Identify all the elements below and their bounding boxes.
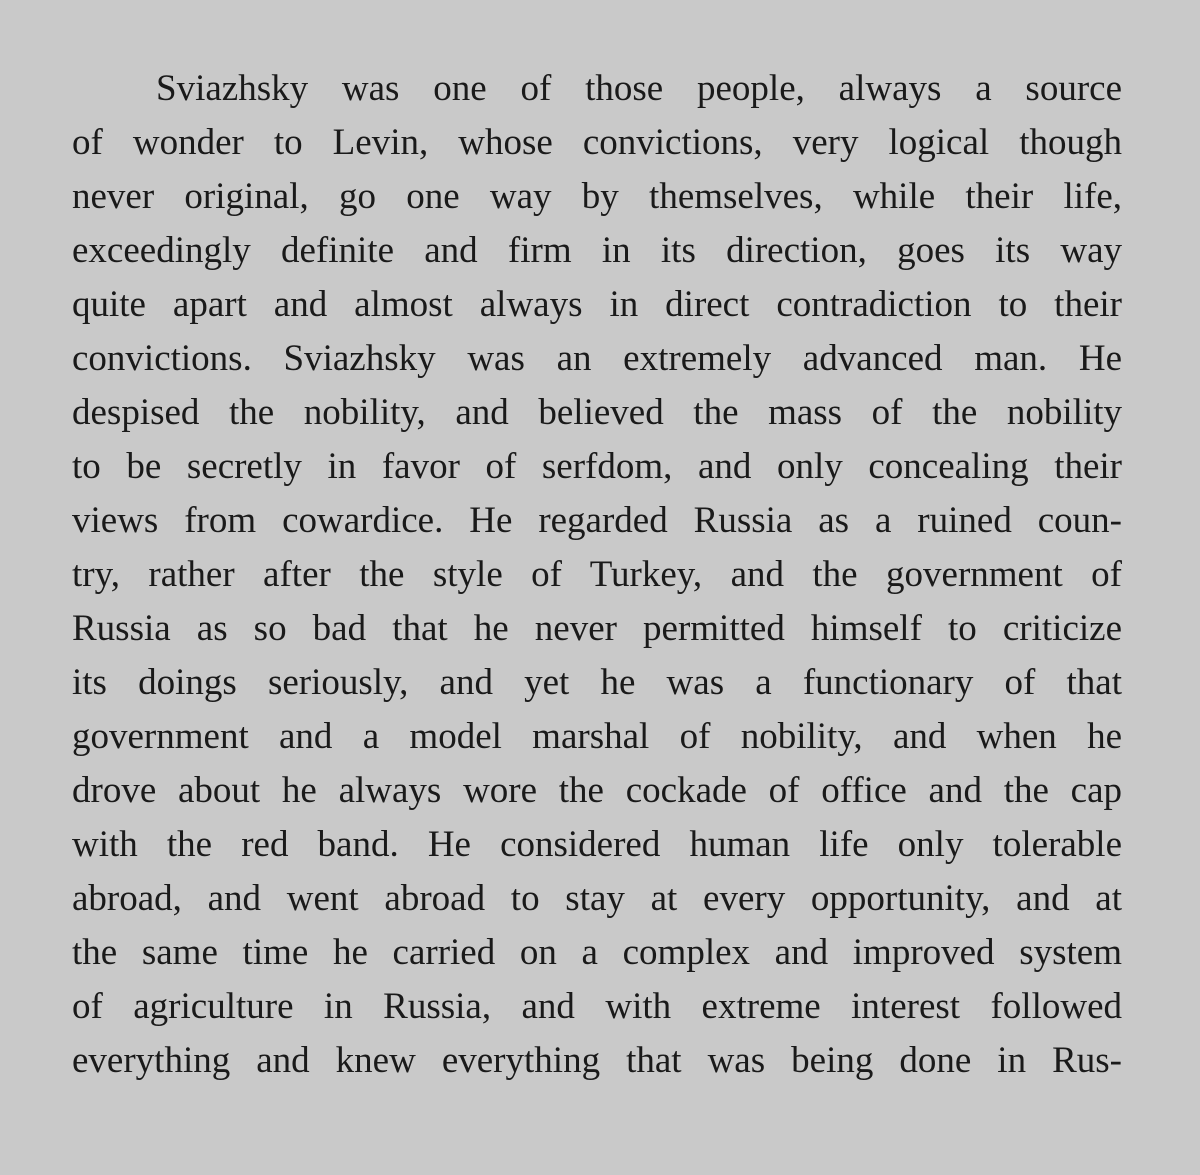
text-line: everything and knew everything that was being done in Rus- — [72, 1040, 1122, 1081]
text-line: its doings seriously, and yet he was a functionary of that — [72, 662, 1122, 703]
text-line: Russia as so bad that he never permitted himself to criticize — [72, 608, 1122, 649]
text-line: despised the nobility, and believed the mass of the nobility — [72, 392, 1122, 433]
text-line: drove about he always wore the cockade of office and the cap — [72, 770, 1122, 811]
text-line: quite apart and almost always in direct contradiction to their — [72, 284, 1122, 325]
text-line: exceedingly definite and firm in its direction, goes its way — [72, 230, 1122, 271]
text-line: never original, go one way by themselves, while their life, — [72, 176, 1122, 217]
text-line: abroad, and went abroad to stay at every opportunity, and at — [72, 878, 1122, 919]
text-line: of agriculture in Russia, and with extreme interest followed — [72, 986, 1122, 1027]
text-line: of wonder to Levin, whose convictions, very logical though — [72, 122, 1122, 163]
text-line: try, rather after the style of Turkey, and the government of — [72, 554, 1122, 595]
text-line: with the red band. He considered human life only tolerable — [72, 824, 1122, 865]
text-line: government and a model marshal of nobility, and when he — [72, 716, 1122, 757]
book-page — [72, 62, 1122, 1088]
text-line: Sviazhsky was one of those people, always a source — [156, 68, 1122, 109]
paragraph — [72, 62, 1122, 1088]
text-line: convictions. Sviazhsky was an extremely advanced man. He — [72, 338, 1122, 379]
text-line: views from cowardice. He regarded Russia as a ruined coun- — [72, 500, 1122, 541]
text-line: the same time he carried on a complex and improved system — [72, 932, 1122, 973]
text-line: to be secretly in favor of serfdom, and only concealing their — [72, 446, 1122, 487]
